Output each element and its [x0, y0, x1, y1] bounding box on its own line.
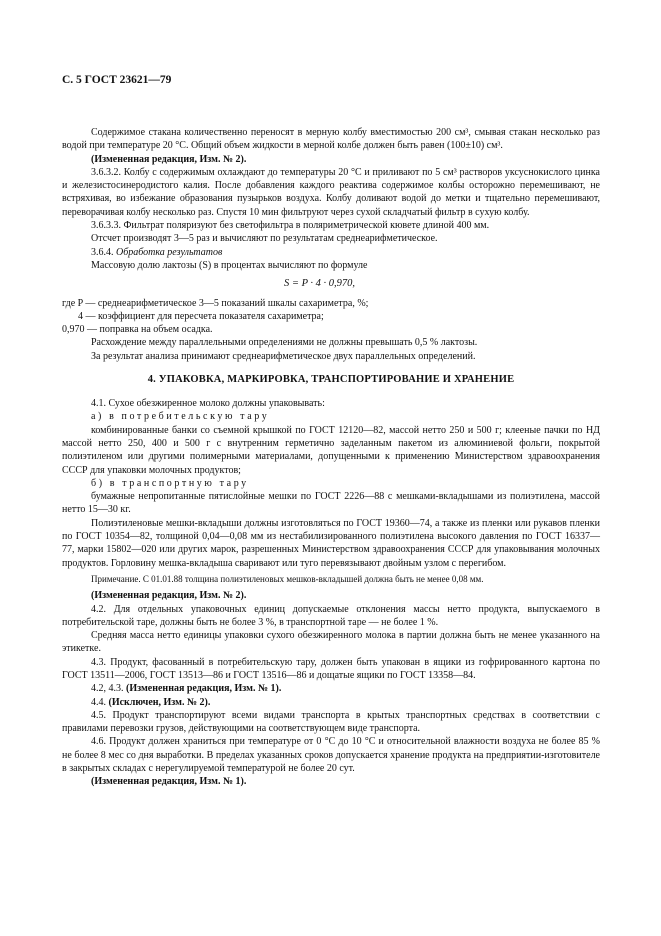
excluded-text: (Исключен, Изм. № 2). — [108, 696, 211, 708]
paragraph-3-6-4 — [62, 246, 600, 259]
clause-number: 4.4. — [91, 696, 106, 708]
paragraph-4-5: 4.5. Продукт транспортируют всеми видами транспорта в крытых транспортных средствах в соответствии с правилами перевозки грузов, действующими на соответствующем виде транспорта. — [62, 709, 600, 735]
paragraph-readings: Отсчет производят 3—5 раз и вычисляют по результатам среднеарифметическое. — [91, 233, 438, 245]
paragraph-4-2-mass: Средняя масса нетто единицы упаковки сухого обезжиренного молока в партии должна быть не менее указанного на этикетке. — [62, 630, 600, 655]
paragraph-formula-intro: Массовую долю лактозы (S) в процентах вычисляют по формуле — [91, 259, 368, 271]
consumer-package-text: комбинированные банки со съемной крышкой по ГОСТ 12120—82, массой нетто 250 и 500 г; клееные пачки по НД массой нетто 250, 400 и 500 г с внутренним герметично заделанным пакетом из алюминиевой фольги, покрытой полиэтиленом или другими полимерными материалами, допущенными к применению Министерством здравоохранения СССР для упаковки молочных продуктов; — [62, 424, 600, 476]
document-page — [62, 74, 600, 789]
section-4-title: 4. УПАКОВКА, МАРКИРОВКА, ТРАНСПОРТИРОВАНИЕ И ХРАНЕНИЕ — [147, 374, 515, 386]
revision-text: (Измененная редакция, Изм. № 1). — [126, 683, 282, 695]
formula-where-0970: 0,970 — поправка на объем осадка. — [62, 324, 213, 336]
paragraph-liners: Полиэтиленовые мешки-вкладыши должны изготовляться по ГОСТ 19360—74, а также из пленки или рукавов пленки по ГОСТ 10354—82, толщиной 0,04—0,08 мм из нестабилизированного полиэтилена высокого давления по ГОСТ 16337—77, марки 15802—020 или других марок, разрешенных Министерством здравоохранения СССР для упаковывания молочных продуктов. Горловину мешка-вкладыша сваривают или туго перевязывают двойным узлом с перегибом. — [62, 517, 600, 569]
paragraph-4-4 — [62, 696, 600, 709]
revision-4-2-4-3 — [62, 682, 600, 695]
consumer-package-heading: а) в потребительскую тару — [91, 411, 270, 423]
paragraph-4-2: 4.2. Для отдельных упаковочных единиц допускаемые отклонения массы нетто продукта, выпускаемого в потребительской таре, должны быть не более 3 %, в транспортной таре — не более 1 %. — [62, 603, 600, 628]
note: Примечание. С 01.01.88 толщина полиэтиленовых мешков-вкладышей должна быть не менее 0,08 мм. — [91, 573, 484, 584]
paragraph-3-6-3-2: 3.6.3.2. Колбу с содержимым охлаждают до температуры 20 °С и приливают по 5 см³ растворов уксуснокислого цинка и железистосинеродистого калия. После добавления каждого реактива содержимое колбы осторожно перемешивают, не встряхивая, во избежание образования пузырьков воздуха. Колбу доливают водой до метки и тщательно перемешивают, переворачивая колбу несколько раз. Спустя 10 мин фильтруют через сухой складчатый фильтр в сухую колбу. — [62, 166, 600, 218]
transport-package-heading: б) в транспортную тару — [91, 477, 249, 489]
clause-number: 3.6.4. — [91, 246, 114, 258]
formula-where-4: 4 — коэффициент для пересчета показателя сахариметра; — [78, 310, 324, 322]
paragraph-4-1: 4.1. Сухое обезжиренное молоко должны упаковывать: — [91, 398, 325, 410]
paragraph-3-6-3-3: 3.6.3.3. Фильтрат поляризуют без светофильтра в поляриметрической кювете длиной 400 мм. — [91, 220, 490, 232]
revision-note: (Измененная редакция, Изм. № 1). — [91, 776, 247, 788]
paragraph-result: За результат анализа принимают среднеарифметическое двух параллельных определений. — [91, 350, 476, 362]
transport-package-text: бумажные непропитанные пятислойные мешки по ГОСТ 2226—88 с мешками-вкладышами из полиэтилена, массой нетто 15—30 кг. — [62, 491, 600, 516]
lactose-formula: S = P · 4 · 0,970, — [284, 278, 356, 290]
clause-title: Обработка результатов — [116, 246, 223, 258]
revision-note: (Измененная редакция, Изм. № 2). — [91, 153, 247, 165]
paragraph-4-3: 4.3. Продукт, фасованный в потребительскую тару, должен быть упакован в ящики из гофрированного картона по ГОСТ 13511—2006, ГОСТ 13513—86 и ГОСТ 13516—86 и дощатые ящики по ГОСТ 13358—84. — [62, 656, 600, 681]
clause-number: 4.2, 4.3. — [91, 683, 124, 695]
formula-where-p: где P — среднеарифметическое 3—5 показаний шкалы сахариметра, %; — [62, 297, 369, 309]
paragraph-transfer: Содержимое стакана количественно переносят в мерную колбу вместимостью 200 см³, смывая стакан несколько раз водой при температуре 20 °С. Общий объем жидкости в мерной колбе должен быть равен (100±10) см³. — [62, 127, 600, 152]
paragraph-4-6: 4.6. Продукт должен храниться при температуре от 0 °С до 10 °С и относительной влажности воздуха не более 85 % не более 8 мес со дня выработки. В пределах указанных сроков допускается хранение продукта на предприятии-изготовителе в закрытых складах с нерегулируемой температурой не более 20 сут. — [62, 736, 600, 775]
revision-note: (Измененная редакция, Изм. № 2). — [91, 590, 247, 602]
paragraph-discrepancy: Расхождение между параллельными определениями не должны превышать 0,5 % лактозы. — [91, 337, 478, 349]
page-header: С. 5 ГОСТ 23621—79 — [62, 74, 172, 86]
